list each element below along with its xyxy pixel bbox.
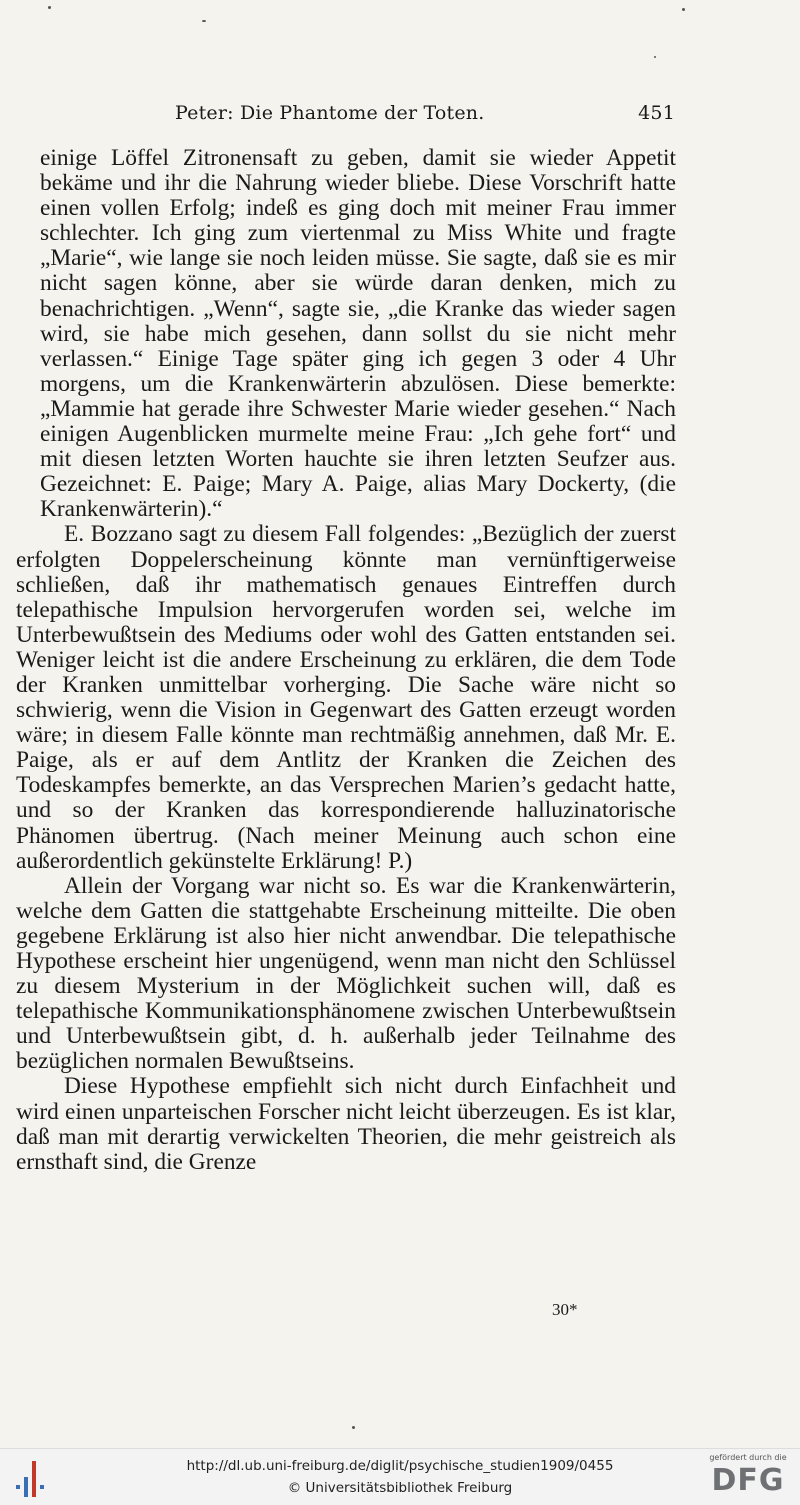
scan-speck [682,8,685,11]
paragraph: E. Bozzano sagt zu diesem Fall folgendes: „Bezüglich der zuerst erfolgten Doppelerscheinung könnte man vernünftigerweise schließen, daß ihr mathematisch genaues Eintreffen durch telepathische Impulsion hervorgerufen worden sei, welche im Unterbewußtsein des Mediums oder wohl des Gatten entstanden sei. Weniger leicht ist die andere Erscheinung zu erklären, die dem Tode der Kranken unmittelbar vorherging. Die Sache wäre nicht so schwierig, wenn die Vision in Gegenwart des Gatten erzeugt worden wäre; in diesem Falle könnte man rechtmäßig annehmen, daß Mr. E. Paige, als er auf dem Antlitz der Kranken die Zeichen des Todeskampfes bemerkte, an das Versprechen Marien’s gedacht hatte, und so der Kranken das korrespondierende halluzinatorische Phänomen übertrug. (Nach meiner Meinung auch schon eine außerordentlich gekünstelte Erklärung! P.) [16,521,676,874]
paragraph: Allein der Vorgang war nicht so. Es war die Krankenwärterin, welche dem Gatten die stattgehabte Erscheinung mitteilte. Die oben gegebene Erklärung ist also hier nicht anwendbar. Die telepathische Hypothese erscheint hier ungenügend, wenn man nicht den Schlüssel zu diesem Mysterium in der Möglichkeit suchen will, daß es telepathische Kommunikationsphänomene zwischen Unterbewußtsein und Unterbewußtsein gibt, d. h. außerhalb jeder Teilnahme des bezüglichen normalen Bewußtseins. [16,872,676,1075]
running-head [175,102,675,130]
scan-speck [48,6,51,9]
funded-by-label: gefördert durch die [709,1453,787,1462]
body-text [16,146,676,1175]
document-url[interactable]: http://dl.ub.uni-freiburg.de/diglit/psychische_studien1909/0455 [186,1458,614,1474]
dfg-logo [706,1451,790,1501]
paragraph: Diese Hypothese empfiehlt sich nicht durch Einfachheit und wird einen unparteischen Forscher nicht leicht überzeugen. Es ist klar, daß man mit derartig verwickelten Theorien, die mehr geistreich als ernsthaft sind, die Grenze [16,1073,676,1175]
scan-speck [202,20,206,22]
copyright-notice: © Universitätsbibliothek Freiburg [287,1480,513,1496]
scan-speck [352,1426,355,1429]
dfg-wordmark: DFG [711,1463,785,1498]
scan-speck [654,56,656,58]
quoted-report: einige Löffel Zitronensaft zu geben, damit sie wieder Appetit bekäme und ihr die Nahrung wieder bliebe. Diese Vorschrift hatte einen vollen Erfolg; indeß es ging doch mit meiner Frau immer schlechter. Ich ging zum viertenmal zu Miss White und fragte „Marie“, wie lange sie noch leiden müsse. Sie sagte, daß sie es mir nicht sagen könne, aber sie würde daran denken, mich zu benachrichtigen. „Wenn“, sagte sie, „die Kranke das wieder sagen wird, sie habe mich gesehen, dann sollst du sie nicht mehr verlassen.“ Einige Tage später ging ich gegen 3 oder 4 Uhr morgens, um die Krankenwärterin abzulösen. Diese bemerkte: „Mammie hat gerade ihre Schwester Marie wieder gesehen.“ Nach einigen Augenblicken murmelte meine Frau: „Ich gehe fort“ und mit diesen letzten Worten hauchte sie ihren letzten Seufzer aus. Gezeichnet: E. Paige; Mary A. Paige, alias Mary Dockerty, (die Krankenwärterin).“ [40,145,676,523]
page-number: 451 [638,102,675,124]
running-title: Peter: Die Phantome der Toten. [175,102,485,124]
footer-bar [0,1448,800,1505]
signature-mark: 30* [552,1300,578,1319]
